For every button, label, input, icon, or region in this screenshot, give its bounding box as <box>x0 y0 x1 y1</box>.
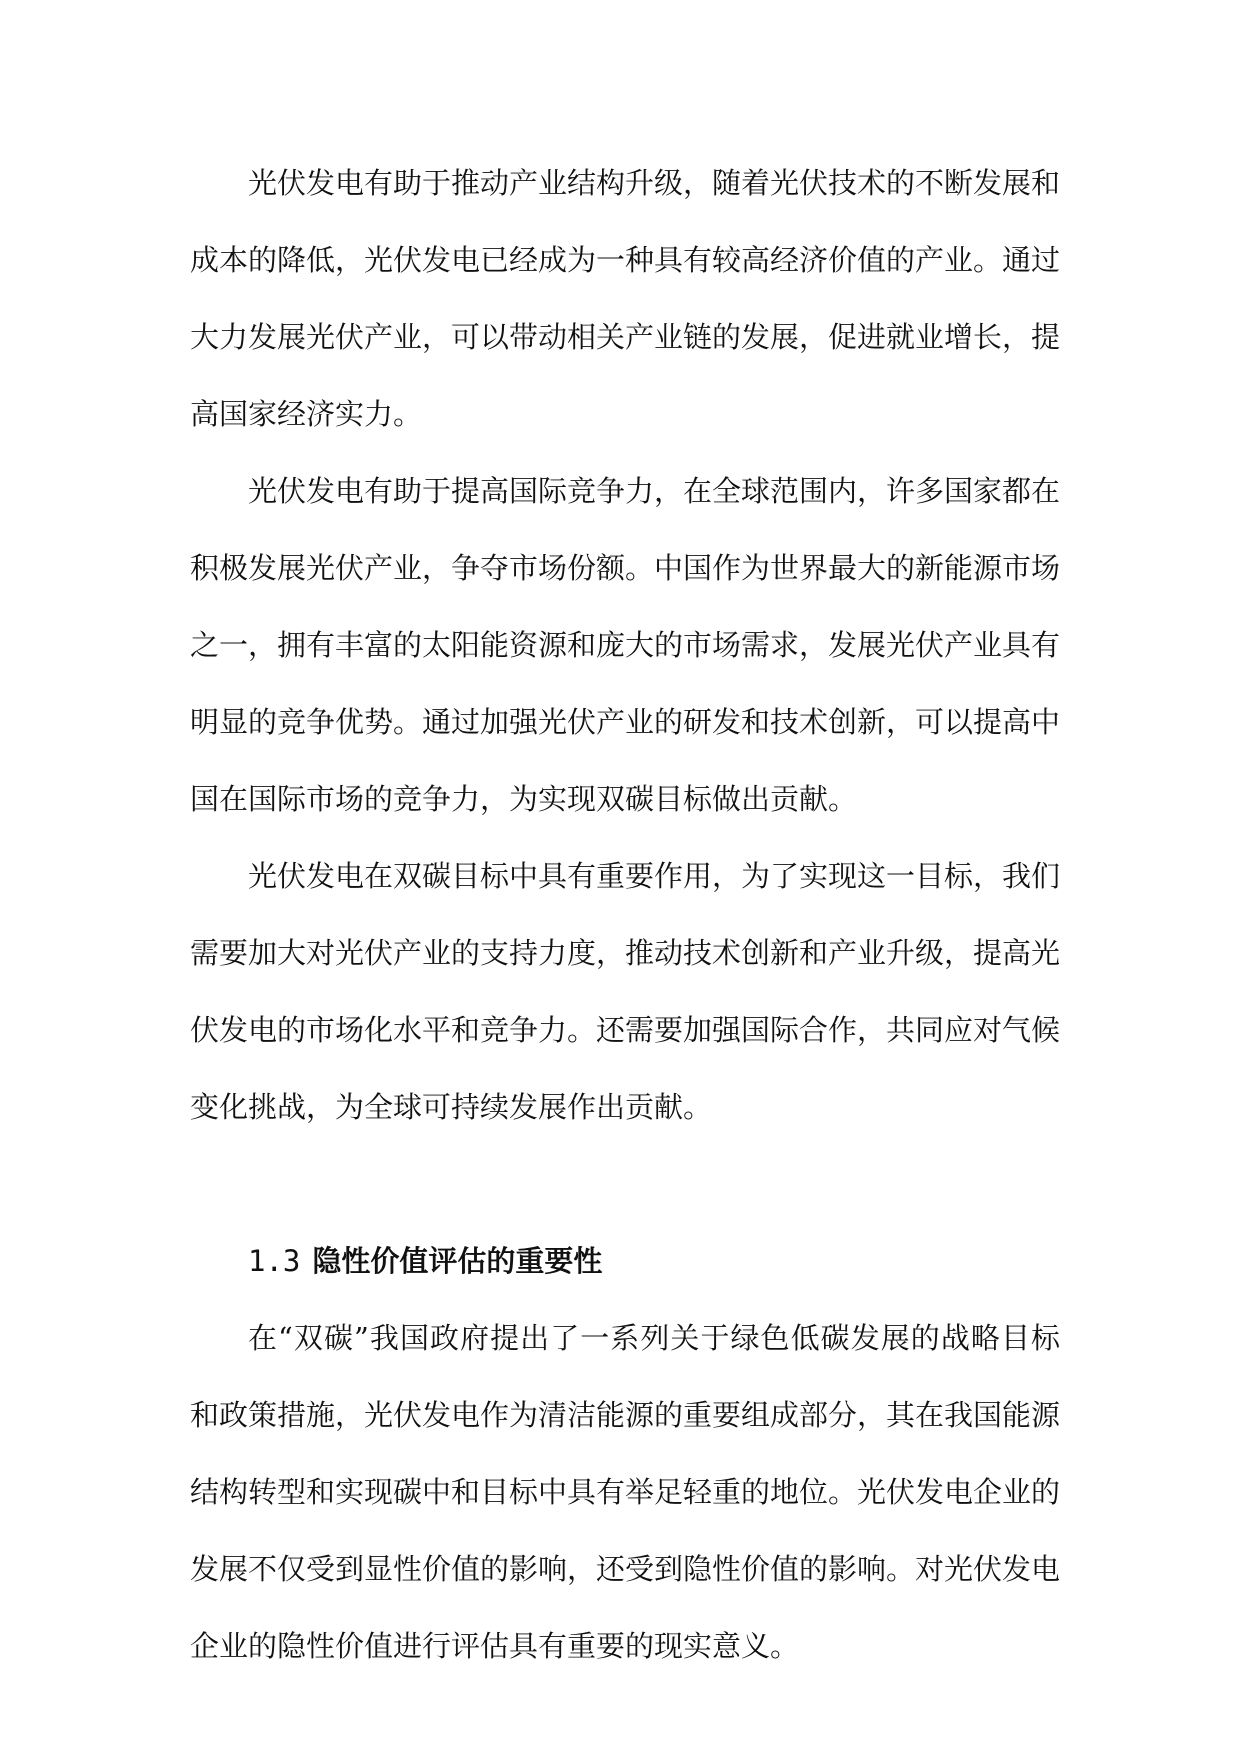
section-heading <box>190 1223 1060 1300</box>
paragraph-industry-upgrade: 光伏发电有助于推动产业结构升级，随着光伏技术的不断发展和成本的降低，光伏发电已经成为一种具有较高经济价值的产业。通过大力发展光伏产业，可以带动相关产业链的发展，促进就业增长，提高国家经济实力。 <box>190 166 1061 431</box>
document-body <box>190 145 1060 1685</box>
section-title: 隐性价值评估的重要性 <box>312 1244 603 1278</box>
paragraph-international-competitiveness: 光伏发电有助于提高国际竞争力，在全球范围内，许多国家都在积极发展光伏产业，争夺市场份额。中国作为世界最大的新能源市场之一，拥有丰富的太阳能资源和庞大的市场需求，发展光伏产业具有明显的竞争优势。通过加强光伏产业的研发和技术创新，可以提高中国在国际市场的竞争力，为实现双碳目标做出贡献。 <box>190 474 1061 816</box>
paragraph-dual-carbon-role: 光伏发电在双碳目标中具有重要作用，为了实现这一目标，我们需要加大对光伏产业的支持力度，推动技术创新和产业升级，提高光伏发电的市场化水平和竞争力。还需要加强国际合作，共同应对气候变化挑战，为全球可持续发展作出贡献。 <box>190 859 1061 1124</box>
section-number: 1.3 <box>248 1244 301 1278</box>
paragraph-hidden-value-importance: 在“双碳”我国政府提出了一系列关于绿色低碳发展的战略目标和政策措施，光伏发电作为清洁能源的重要组成部分，其在我国能源结构转型和实现碳中和目标中具有举足轻重的地位。光伏发电企业的发展不仅受到显性价值的影响，还受到隐性价值的影响。对光伏发电企业的隐性价值进行评估具有重要的现实意义。 <box>190 1321 1061 1663</box>
